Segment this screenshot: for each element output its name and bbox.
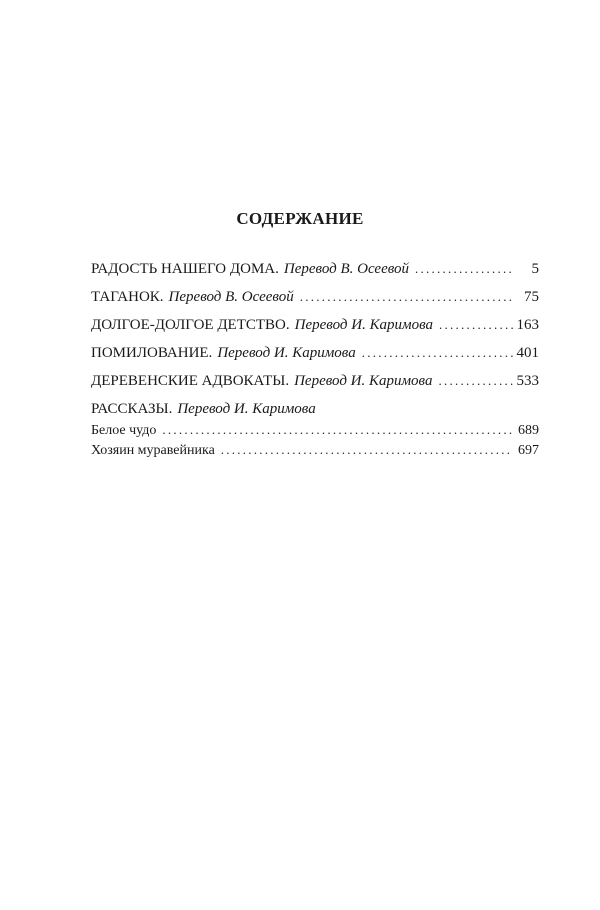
entry-page-number: 5 [531, 261, 539, 277]
page-title: СОДЕРЖАНИЕ [236, 209, 364, 228]
dot-leader [300, 286, 513, 308]
dot-leader [438, 370, 512, 392]
entry-title: ДЕРЕВЕНСКИЕ АДВОКАТЫ. [91, 373, 290, 389]
entry-page-number: 75 [524, 289, 539, 305]
entry-translator: Перевод И. Каримова [294, 317, 434, 333]
dot-leader [439, 314, 512, 336]
entry-translator: Перевод И. Каримова [294, 373, 433, 389]
dot-leader [221, 440, 513, 460]
entry-translator: Перевод И. Каримова [217, 345, 356, 361]
toc-entry[interactable] [91, 342, 539, 370]
table-of-contents [91, 258, 539, 460]
entry-translator: Перевод В. Осеевой [168, 289, 294, 305]
subentry-title: Белое чудо [91, 423, 157, 438]
subentry-page-number: 697 [518, 443, 539, 458]
dot-leader [162, 420, 513, 440]
toc-subentry[interactable] [91, 440, 539, 460]
toc-entry[interactable] [91, 258, 539, 286]
subentry-title: Хозяин муравейника [91, 443, 215, 458]
entry-title: ТАГАНОК. [91, 289, 164, 305]
toc-section-heading [91, 398, 539, 420]
section-title: РАССКАЗЫ. [91, 401, 173, 417]
toc-subentry[interactable] [91, 420, 539, 440]
entry-title: ДОЛГОЕ-ДОЛГОЕ ДЕТСТВО. [91, 317, 290, 333]
section-translator: Перевод И. Каримова [177, 401, 316, 417]
entry-translator: Перевод В. Осеевой [283, 261, 410, 277]
entry-title: РАДОСТЬ НАШЕГО ДОМА. [91, 261, 279, 277]
subentry-page-number: 689 [518, 423, 539, 438]
dot-leader [362, 342, 513, 364]
entry-page-number: 533 [516, 373, 539, 389]
toc-entry[interactable] [91, 370, 539, 398]
dot-leader [415, 258, 513, 280]
entry-page-number: 401 [516, 345, 539, 361]
toc-entry[interactable] [91, 286, 539, 314]
entry-page-number: 163 [516, 317, 539, 333]
entry-title: ПОМИЛОВАНИЕ. [91, 345, 213, 361]
toc-entry[interactable] [91, 314, 539, 342]
